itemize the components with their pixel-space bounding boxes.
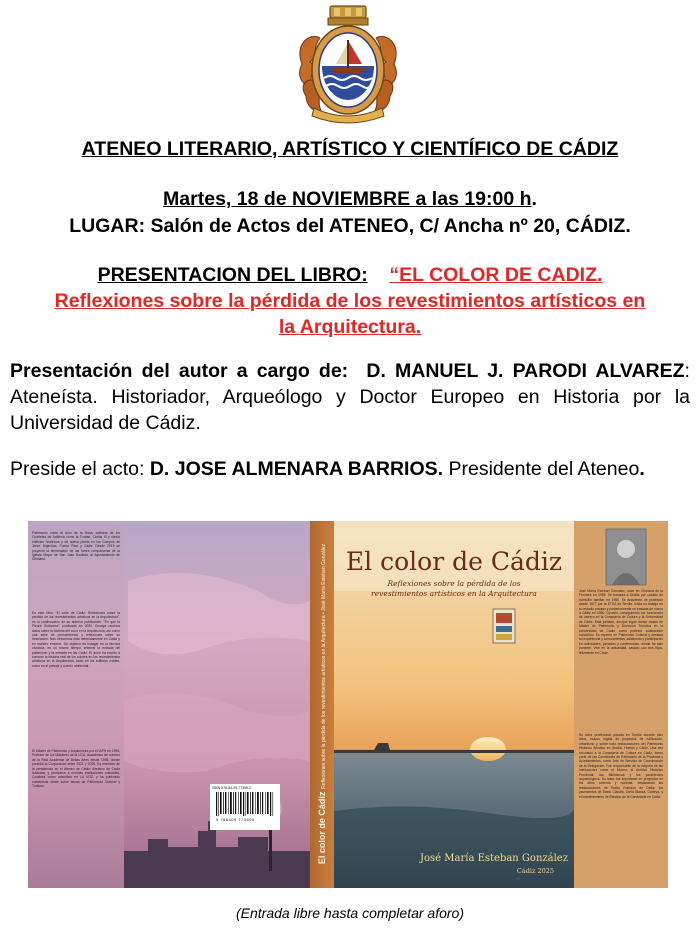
back-flap-text-3: El Máster de Patrimonio y Arquitectura por el IAPH en 1996; Profesor de los Másteres de la UCA. Académico de número de la Real Academia de Bellas Artes desde 1998, donde presidió la Corporación entre 2021 y 2025. Es miembro de la presidencia en el Ateneo de Cádiz; directivo de Cádiz Ilustrada, y promueve a muchas instituciones culturales. Colabora como articulista en LA VOZ, y ha publicado numerosas obras sobre temas de Patrimonio Cultural y Turismo.: [32, 749, 120, 789]
book-presentation-label: PRESENTACION DEL LIBRO:: [97, 264, 368, 286]
cover-title: El color de Cádiz: [345, 547, 563, 576]
event-date-time-end: .: [531, 188, 537, 210]
presenter-description: : Ateneísta. Historiador, Arqueólogo y Doctor Europeo en Historia por la Universidad de Cádiz.: [10, 360, 690, 434]
spine-title: El color de Cádiz: [317, 791, 327, 865]
cover-place-year: Cádiz 2025: [516, 867, 554, 875]
author-bio-1: José María Esteban González, nace en Chiclana de la Frontera en 1955. Se traslada a Sevilla por cambio de domicilio familiar en 1965. Es Arquitecto de profesión desde 1977 por la ETSA de Sevilla. Inicia su trabajo en su estudio privado y posteriormente se traslada de nuevo a Cádiz en 1980. Opositó, consiguiendo ser funcionario de carrera en la Consejería de Cultura y la Universidad de Cádiz. Está jubilado, aunque sigue dando clases de Máster de Patrimonio y Dirección Turística en la Universidad de Cádiz, como profesor colaborador honorífico. Es experto en Patrimonio Cultural y destaca su experiencia y conocimientos, asistiendo y participando en actividades, jornadas y conferencias, donde ha sido ponente. Vive en la actualidad, casado con tres hijos, felizmente en Cádiz.: [579, 589, 663, 655]
event-date-time-text: Martes, 18 de NOVIEMBRE a las 19:00 h: [163, 188, 532, 210]
institution-title: ATENEO LITERARIO, ARTÍSTICO Y CIENTÍFICO DE CÁDIZ: [81, 138, 619, 160]
spine-subtitle: Reflexiones sobre la pérdida de los revestimientos artísticos en la Arquitectura: [321, 615, 327, 789]
presenter-name: D. MANUEL J. PARODI ALVAREZ: [366, 360, 685, 382]
book-cover-art: [28, 521, 668, 888]
book-presentation-line: [0, 264, 700, 287]
entry-note: (Entrada libre hasta completar aforo): [236, 905, 464, 921]
book-title-line1: “EL COLOR DE CADIZ.: [389, 264, 603, 286]
chair-label: Preside el acto:: [10, 458, 150, 480]
event-location: LUGAR: Salón de Actos del ATENEO, C/ Ancha nº 20, CÁDIZ.: [69, 215, 631, 237]
event-date-time: [0, 188, 700, 211]
chair-description: Presidente del Ateneo: [443, 458, 640, 480]
cover-subtitle: [334, 579, 574, 599]
barcode-icon: [216, 792, 274, 820]
book-cover-image: [28, 521, 668, 888]
author-bio-2: Su labor profesional privada en Sevilla durante diez años, estuvo regida de proyectos de edificación, urbanismo y sobre todo restauraciones del Patrimonio Histórico Artístico en Sevilla, Huelva y Cádiz. Una vez vinculado a la Consejería de Cultura en Cádiz, formó parte de las Comisiones de Patrimonio de la Provincia y Ayuntamientos, como Jefe de Servicio de Coordinación de la Delegación. Fue responsable de la mayoría de las instituciones como el Museo, el Archivo Histórico Provincial, las Bibliotecas y los yacimientos arqueológicos. Su labor fue importante en proyectos en los años ochenta y noventa, destacando las restauraciones de Teatro Romano de Cádiz, los yacimientos de Baelo Claudia, Doña Blanca, Carteya, y el mantenimiento del Bastión de la Candelaria en Cádiz.: [579, 733, 663, 799]
presenter-label: Presentación del autor a cargo de:: [10, 360, 349, 382]
chair-paragraph: [10, 456, 690, 482]
cover-subtitle-line1: Reflexiones sobre la pérdida de los: [387, 579, 521, 588]
cover-author: José María Esteban González: [420, 853, 568, 864]
presenter-paragraph: [10, 358, 690, 436]
chair-end: .: [639, 458, 645, 480]
isbn-text: ISBN 978-84-09-77359-0: [212, 786, 252, 790]
isbn-digits: 9 788409 773590: [216, 817, 255, 822]
chair-name: D. JOSE ALMENARA BARRIOS.: [149, 458, 444, 480]
book-title-line2: Reflexiones sobre la pérdida de los revestimientos artísticos en: [54, 290, 646, 312]
spine-author: José María Esteban González: [321, 543, 327, 611]
book-title-line3: la Arquitectura.: [278, 316, 422, 338]
back-flap-text-2: En este libro: "El color de Cádiz. Reflexiones sobre la pérdida de los revestimientos artísticos en la Arquitectura", es la continuación de su anterior publicación: "En que la Piedra Ostionera", publicada en 2020. Ensaya muchos datos sobre la historia del color en la Arquitectura, así como una serie de pensamientos y reflexiones sobre su innovación. Nos ofrecemos más detenidamente en Cádiz y en nuestro entorno. Su objetivo es indagar en la técnica olvidada, en un mismo tiempo, enterrar la entrada del patrimonio y la entrada en las Cádiz. El autor ha escrito a conocer la historia real de los colores en los revestimientos artísticos en la Arquitectura, tanto en los edificios nobles, como en el paisaje y cuerdo ambiental.: [32, 611, 120, 668]
back-flap-text-1: Patrimonio como el Arco de la Rosa, edificios de los Cuarteles de Artillería como la Fontan, Carlos III y varios edificios históricos y de nueva planta en los Campos de Jerez, Algeciras, Puerto Real y Cádiz. Desde 2019 se proyectó la terminación de las torres campanarias de la Iglesia Mayor de San Juan Bautista, al Ayuntamiento de Chiclana.: [32, 531, 120, 562]
spine-text: El color de Cádiz Reflexiones sobre la pérdida de los revestimientos artísticos en la Arquitectura • José María Esteban González: [317, 543, 327, 865]
cover-subtitle-line2: revestimientos artísticos en la Arquitectura: [371, 589, 537, 598]
ateneo-crest-logo: [292, 4, 404, 126]
